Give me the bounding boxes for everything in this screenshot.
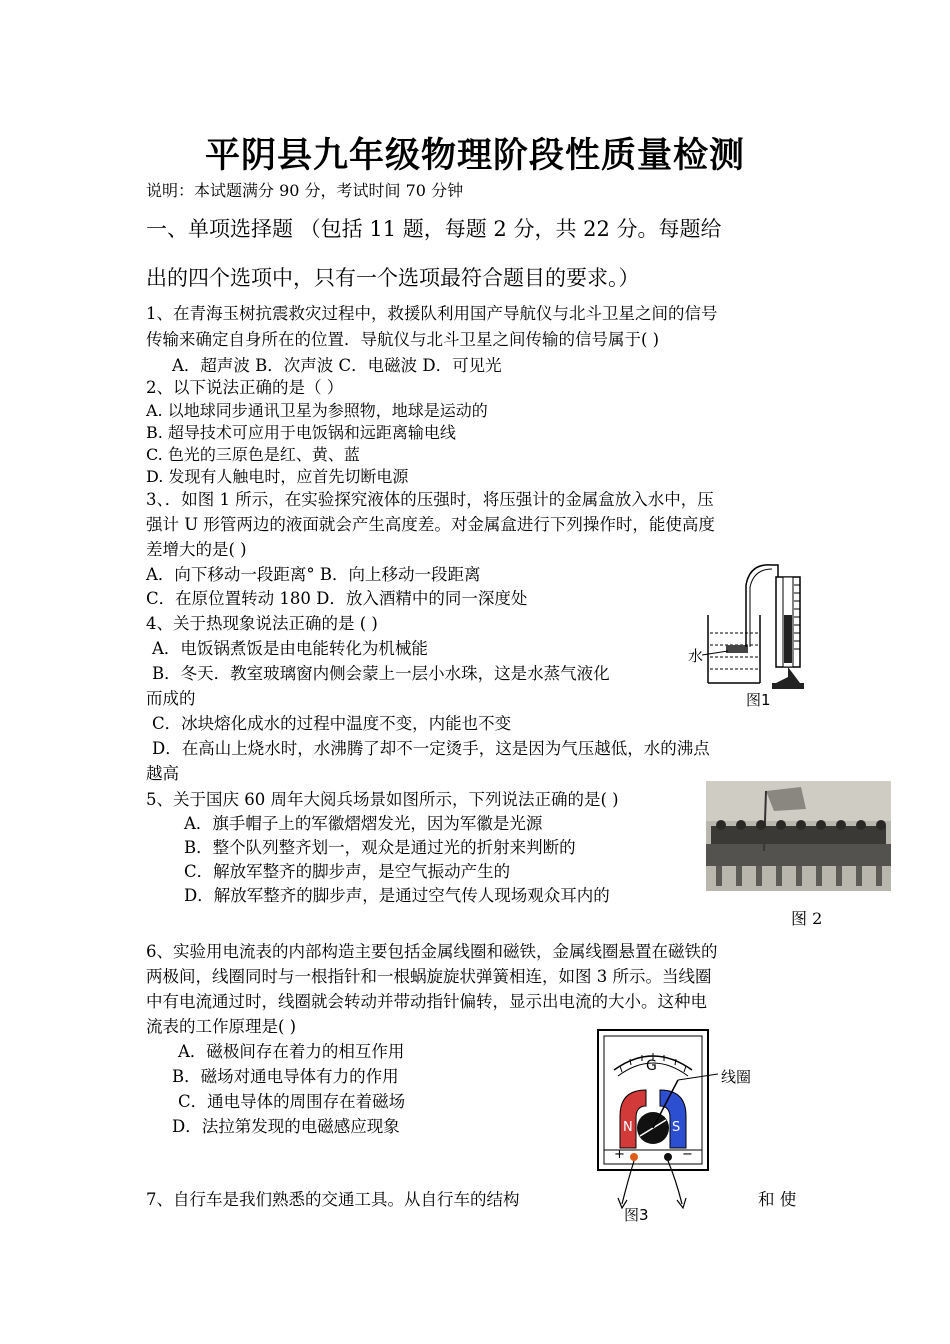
q6-option-a: A．磁极间存在着力的相互作用: [178, 1042, 405, 1061]
figure-1-water-label: 水: [688, 647, 704, 665]
q1-line1: 1、在青海玉树抗震救灾过程中，救援队利用国产导航仪与北斗卫星之间的信号: [146, 304, 718, 323]
q6-line4: 流表的工作原理是( ): [146, 1017, 297, 1036]
q4-option-b-line1: B．冬天．教室玻璃窗内侧会蒙上一层小水珠，这是水蒸气液化: [152, 664, 610, 683]
q5-option-c: C．解放军整齐的脚步声，是空气振动产生的: [184, 862, 511, 881]
figure-3-plus-label: +: [614, 1147, 625, 1162]
q4-option-d-line1: D．在高山上烧水时，水沸腾了却不一定烫手，这是因为气压越低，水的沸点: [152, 739, 710, 758]
q4-option-a: A．电饭锅煮饭是由电能转化为机械能: [152, 639, 428, 658]
q4-option-b-line2: 而成的: [146, 689, 196, 708]
q3-options-cd: C．在原位置转动 180 D．放入酒精中的同一深度处: [146, 589, 528, 608]
q2-option-a: A. 以地球同步通讯卫星为参照物，地球是运动的: [146, 401, 488, 420]
figure-2-caption: 图 2: [791, 909, 823, 928]
q3-options-ab: A．向下移动一段距离° B．向上移动一段距离: [146, 565, 481, 584]
q2-option-d: D. 发现有人触电时，应首先切断电源: [146, 467, 409, 486]
q1-options: A．超声波 B．次声波 C．电磁波 D．可见光: [172, 356, 502, 375]
q7-text-left: 7、自行车是我们熟悉的交通工具。从自行车的结构: [146, 1190, 520, 1209]
q6-option-b: B．磁场对通电导体有力的作用: [172, 1067, 399, 1086]
figure-3-s-label: S: [672, 1120, 681, 1135]
figure-1: [688, 555, 823, 715]
section1-line1: 一、单项选择题 （包括 11 题，每题 2 分，共 22 分。每题给: [146, 217, 722, 241]
q2-option-b: B. 超导技术可应用于电饭锅和远距离输电线: [146, 423, 456, 442]
section1-line2: 出的四个选项中，只有一个选项最符合题目的要求。）: [146, 266, 640, 290]
q2-stem: 2、以下说法正确的是（ ）: [146, 378, 344, 397]
q6-line3: 中有电流通过时，线圈就会转动并带动指针偏转，显示出电流的大小。这种电: [146, 992, 707, 1011]
q1-line2: 传输来确定自身所在的位置．导航仪与北斗卫星之间传输的信号属于( ): [146, 330, 660, 349]
q7-text-right: 和 使: [758, 1190, 797, 1209]
figure-3-coil-label: 线圈: [721, 1068, 752, 1086]
q5-option-d: D．解放军整齐的脚步声，是通过空气传人现场观众耳内的: [184, 886, 610, 905]
q6-option-d: D．法拉第发现的电磁感应现象: [172, 1117, 400, 1136]
q5-stem: 5、关于国庆 60 周年大阅兵场景如图所示，下列说法正确的是( ): [146, 790, 619, 809]
q4-option-c: C．冰块熔化成水的过程中温度不变，内能也不变: [152, 714, 512, 733]
figure-2-parade-photo: [706, 781, 891, 891]
q6-line2: 两极间，线圈同时与一根指针和一根蜗旋旋状弹簧相连，如图 3 所示。当线圈: [146, 967, 712, 986]
figure-3-minus-label: −: [682, 1147, 693, 1162]
q6-option-c: C．通电导体的周围存在着磁场: [178, 1092, 406, 1111]
q4-option-d-line2: 越高: [146, 764, 179, 783]
figure-3-g-label: G: [646, 1058, 657, 1074]
q6-line1: 6、实验用电流表的内部构造主要包括金属线圈和磁铁，金属线圈悬置在磁铁的: [146, 942, 718, 961]
figure-3-n-label: N: [623, 1120, 633, 1135]
page-title: 平阴县九年级物理阶段性质量检测: [204, 135, 745, 176]
q4-stem: 4、关于热现象说法正确的是 ( ): [146, 614, 378, 633]
q5-option-b: B．整个队列整齐划一，观众是通过光的折射来判断的: [184, 838, 576, 857]
q3-line2: 强计 U 形管两边的液面就会产生高度差。对金属盒进行下列操作时，能使高度: [146, 515, 715, 534]
q2-option-c: C. 色光的三原色是红、黄、蓝: [146, 445, 360, 464]
figure-1-caption: 图1: [746, 691, 771, 709]
exam-note: 说明：本试题满分 90 分，考试时间 70 分钟: [146, 181, 464, 200]
figure-3-caption: 图3: [624, 1206, 649, 1224]
q3-line1: 3、．如图 1 所示，在实验探究液体的压强时，将压强计的金属盒放入水中，压: [146, 490, 714, 509]
q3-line3: 差增大的是( ): [146, 540, 247, 559]
q5-option-a: A．旗手帽子上的军徽熠熠发光，因为军徽是光源: [184, 814, 543, 833]
